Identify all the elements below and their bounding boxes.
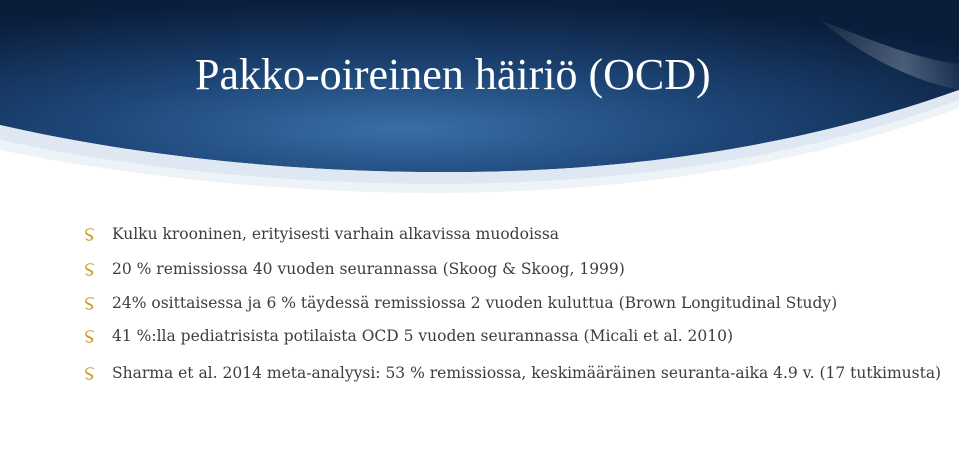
s-swash-bullet-icon [84, 263, 96, 277]
title-banner [0, 0, 959, 200]
bullet-list [84, 222, 944, 396]
s-swash-bullet-icon [84, 367, 96, 381]
bullet-item [84, 324, 944, 348]
s-swash-bullet-icon [84, 297, 96, 311]
s-swash-bullet-icon [84, 330, 96, 344]
bullet-text: 24% osittaisessa ja 6 % täydessä remissiossa 2 vuoden kuluttua (Brown Longitudinal Study) [112, 294, 838, 312]
bullet-item [84, 257, 944, 281]
bullet-item [84, 291, 944, 315]
bullet-text: 41 %:lla pediatrisista potilaista OCD 5 vuoden seurannassa (Micali et al. 2010) [112, 327, 734, 345]
slide-title: Pakko-oireinen häiriö (OCD) [195, 50, 711, 99]
bullet-text: 20 % remissiossa 40 vuoden seurannassa (Skoog & Skoog, 1999) [112, 260, 625, 278]
bullet-text: Sharma et al. 2014 meta-analyysi: 53 % remissiossa, keskimääräinen seuranta-aika 4.9 v. (17 tutkimusta) [112, 364, 942, 382]
bullet-item [84, 361, 944, 385]
bullet-text: Kulku krooninen, erityisesti varhain alkavissa muodoissa [112, 225, 560, 243]
bullet-item [84, 222, 944, 246]
s-swash-bullet-icon [84, 228, 96, 242]
